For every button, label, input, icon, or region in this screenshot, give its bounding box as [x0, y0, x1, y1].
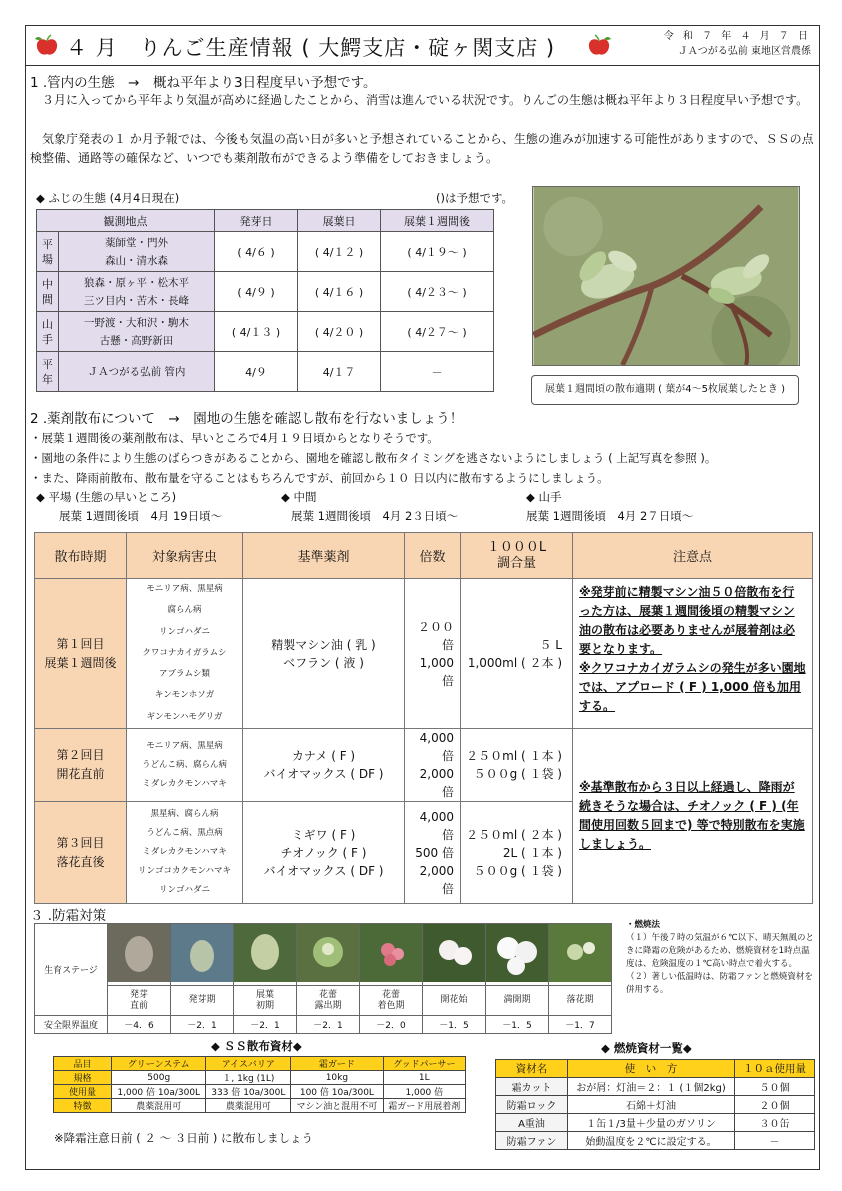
stage-label: 花蕾 着色期 — [360, 986, 423, 1016]
fuji-cell: ( 4/１９～ ) — [381, 232, 494, 272]
zone-middle: ◆ 中間 — [281, 490, 317, 504]
frost-table — [34, 923, 612, 1034]
burn-usage: おが屑：灯油＝２：１ (１個2kg) — [568, 1078, 735, 1096]
burn-title: ◆ 燃焼資材一覧◆ — [601, 1041, 692, 1055]
section2-bullet: ・園地の条件により生態のばらつきがあることから、園地を確認し散布タイミングを逃さないようにしましょう ( 上記写真を参照 )。 — [30, 451, 717, 465]
fuji-row-loc: 薬師堂・門外 森山・清水森 — [59, 232, 215, 272]
stage-photo — [108, 924, 171, 986]
fuji-header-leaf: 展葉日 — [298, 210, 381, 232]
stage-photo — [171, 924, 234, 986]
stage-label: 発芽期 — [171, 986, 234, 1016]
stage-temp: －2．1 — [234, 1016, 297, 1034]
frost-row-label: 安全限界温度 — [35, 1016, 108, 1034]
ss-cell: 1L — [383, 1071, 465, 1085]
fuji-table — [36, 209, 494, 392]
spray-drugs: 精製マシン油 ( 乳 ) ベフラン ( 液 ) — [243, 579, 405, 729]
fuji-header-loc: 観測地点 — [37, 210, 215, 232]
section1-para2: 気象庁発表の１ か月予報では、今後も気温の高い日が多いと予想されていることから、生態の進みが加速する可能性がありますので、ＳＳの点検整備、通路等の確保など、いつでも薬剤散布ができるよう準備をしておきましょう。 — [30, 132, 814, 165]
fuji-row-label: 山手 — [37, 312, 59, 352]
section3-heading: ３ .防霜対策 — [30, 908, 107, 924]
spray-drugs: ミギワ ( F ) チオノック ( F ) バイオマックス ( DF ) — [243, 802, 405, 904]
fuji-row — [37, 272, 494, 312]
fuji-title: ◆ ふじの生態 (4月4日現在) — [36, 191, 180, 205]
burn-header: 資材名 — [496, 1060, 568, 1078]
stage-temp: －2．1 — [297, 1016, 360, 1034]
ss-header: グッドパーサー — [383, 1057, 465, 1071]
org-text: ＪＡつがる弘前 東地区営農係 — [677, 46, 811, 57]
stage-label: 落花期 — [549, 986, 612, 1016]
ss-cell: マシン油と混用不可 — [291, 1099, 383, 1113]
spray-amounts: ２５０ml ( ２本 ) 2L ( １本 ) ５００g ( １袋 ) — [461, 802, 573, 904]
spray-note: ※発芽前に精製マシン油５０倍散布を行った方は、展葉１週間後頃の精製マシン油の散布は必要ありませんが展着剤は必要となります。 ※クワコナカイガラムシの発生が多い園地では、アプロード ( F ) 1,000 倍も加用する。 — [573, 579, 813, 729]
fuji-row-label: 中間 — [37, 272, 59, 312]
ss-cell: 500g — [112, 1071, 206, 1085]
spray-time: 第２回目 開花直前 — [35, 729, 127, 802]
spray-time: 第３回目 落花直後 — [35, 802, 127, 904]
spray-amounts: ５ L 1,000ml ( ２本 ) — [461, 579, 573, 729]
section1-para1: ３月に入ってから平年より気温が高めに経過したことから、消雪は進んでいる状況です。りんごの生態は概ね平年より３日程度早い予想です。 — [30, 93, 809, 107]
fuji-cell: － — [381, 352, 494, 392]
fuji-cell: 4/９ — [215, 352, 298, 392]
apple-icon — [586, 34, 612, 58]
spray-header: 基準薬剤 — [243, 533, 405, 579]
burn-amount: － — [735, 1132, 815, 1150]
fuji-cell: ( 4/２０ ) — [298, 312, 381, 352]
stage-temp: －1．5 — [486, 1016, 549, 1034]
stage-label: 発芽 直前 — [108, 986, 171, 1016]
ss-footer: ※降霜注意日前 ( ２ ～ ３日前 ) に散布しましょう — [54, 1131, 314, 1145]
section1-heading: 1 .管内の生態 → 概ね平年より3日程度早い予想です。 — [30, 75, 377, 91]
ss-header: アイスバリア — [206, 1057, 291, 1071]
spray-header: １０００L 調合量 — [461, 533, 573, 579]
fuji-row-loc: ＪＡつがる弘前 管内 — [59, 352, 215, 392]
ss-cell: 1,000 倍 — [383, 1085, 465, 1099]
ss-cell: 1,000 倍 10a/300L — [112, 1085, 206, 1099]
stage-photo — [297, 924, 360, 986]
page-title: ４ 月 りんご生産情報 ( 大鰐支店・碇ヶ関支店 ) — [66, 36, 556, 60]
ss-cell: 霜ガード用展着剤 — [383, 1099, 465, 1113]
burn-name: 防霜ロック — [496, 1096, 568, 1114]
section2-bullet: ・また、降雨前散布、散布量を守ることはもちろんですが、前回から１０ 日以内に散布するようにしましょう。 — [30, 471, 609, 485]
fuji-cell: ( 4/１３ ) — [215, 312, 298, 352]
burn-amount: ２０個 — [735, 1096, 815, 1114]
apple-leaf-photo — [532, 186, 800, 366]
burn-amount: ５０個 — [735, 1078, 815, 1096]
spray-pests: 黒星病、腐らん病 うどんこ病、黒点病 ミダレカクモンハマキ リンゴコカクモンハマキ リンゴハダニ — [127, 802, 243, 904]
fuji-row — [37, 232, 494, 272]
spray-pests: モニリア病、黒星病 うどんこ病、腐らん病 ミダレカクモンハマキ — [127, 729, 243, 802]
stage-photo — [360, 924, 423, 986]
ss-row-label: 規格 — [54, 1071, 112, 1085]
fuji-row-label: 平年 — [37, 352, 59, 392]
section2-heading: 2 .薬剤散布について → 園地の生態を確認し散布を行ないましょう！ — [30, 411, 464, 427]
stage-photo — [234, 924, 297, 986]
ss-row-label: 使用量 — [54, 1085, 112, 1099]
burn-amount: ３０缶 — [735, 1114, 815, 1132]
burn-name: 霜カット — [496, 1078, 568, 1096]
fuji-row — [37, 312, 494, 352]
fuji-cell: ( 4/１６ ) — [298, 272, 381, 312]
stage-photo — [549, 924, 612, 986]
header — [26, 26, 819, 66]
fuji-cell: ( 4/９ ) — [215, 272, 298, 312]
burn-name: 防霜ファン — [496, 1132, 568, 1150]
spray-header: 倍数 — [405, 533, 461, 579]
page — [25, 25, 820, 1170]
fuji-cell: ( 4/２３～ ) — [381, 272, 494, 312]
fuji-note: ()は予想です。 — [436, 191, 514, 205]
burn-table — [495, 1059, 815, 1150]
header-date — [664, 29, 811, 59]
zone-flat: ◆ 平場 (生態の早いところ) — [36, 490, 177, 504]
spray-header: 散布時期 — [35, 533, 127, 579]
spray-rates: 4,000 倍 500 倍 2,000 倍 — [405, 802, 461, 904]
ss-table — [53, 1056, 466, 1113]
stage-label: 展葉 初期 — [234, 986, 297, 1016]
stage-photo — [486, 924, 549, 986]
fuji-cell: ( 4/１２ ) — [298, 232, 381, 272]
spray-note: ※基準散布から３日以上経過し、降雨が続きそうな場合は、チオノック ( F ) (年間使用回数５回まで) 等で特別散布を実施しましょう。 — [573, 729, 813, 904]
spray-table — [34, 532, 813, 904]
fuji-header-bud: 発芽日 — [215, 210, 298, 232]
ss-cell: １, 1kg (1L) — [206, 1071, 291, 1085]
stage-label: 花蕾 露出期 — [297, 986, 360, 1016]
zone-flat-date: 展葉 1週間後頃 4月 19日頃～ — [59, 509, 223, 523]
ss-cell: 農薬混用可 — [112, 1099, 206, 1113]
zone-mountain: ◆ 山手 — [526, 490, 562, 504]
stage-temp: －2．0 — [360, 1016, 423, 1034]
spray-header: 対象病害虫 — [127, 533, 243, 579]
ss-title: ◆ ＳＳ散布資材◆ — [211, 1039, 302, 1053]
burn-method-note: ・燃焼法 （１）午後７時の気温が６℃以下、晴天無風のときに降霜の危険があるため、燃焼資材を1時点温度は、危険温度の１℃高い時点で着火する。 （２）著しい低温時は、防霜ファンと燃焼資材を併用する。 — [626, 920, 815, 995]
stage-label: 開花始 — [423, 986, 486, 1016]
burn-header: 使 い 方 — [568, 1060, 735, 1078]
spray-header: 注意点 — [573, 533, 813, 579]
spray-pests: モニリア病、黒星病 腐らん病 リンゴハダニ クワコナカイガラムシ アブラムシ類 キンモンホソガ ギンモンハモグリガ — [127, 579, 243, 729]
ss-cell: 農薬混用可 — [206, 1099, 291, 1113]
spray-time: 第１回目 展葉１週間後 — [35, 579, 127, 729]
date-text: 令 和 ７ 年 ４ 月 ７ 日 — [663, 31, 811, 42]
fuji-row-label: 平場 — [37, 232, 59, 272]
spray-rates: 4,000 倍 2,000 倍 — [405, 729, 461, 802]
fuji-header-week: 展葉１週間後 — [381, 210, 494, 232]
stage-temp: －1．7 — [549, 1016, 612, 1034]
ss-header: 霜ガード — [291, 1057, 383, 1071]
fuji-cell: ( 4/６ ) — [215, 232, 298, 272]
stage-temp: －1．5 — [423, 1016, 486, 1034]
frost-row-label: 生育ステージ — [35, 924, 108, 1016]
ss-header: グリーンステム — [112, 1057, 206, 1071]
spray-row — [35, 579, 813, 729]
section2-bullet: ・展葉１週間後の薬剤散布は、早いところで4月１９日頃からとなりそうです。 — [30, 431, 439, 445]
fuji-row-loc: 一野渡・大和沢・駒木 古懸・高野新田 — [59, 312, 215, 352]
stage-photo — [423, 924, 486, 986]
ss-cell: 100 倍 10a/300L — [291, 1085, 383, 1099]
fuji-cell: ( 4/２７～ ) — [381, 312, 494, 352]
zone-middle-date: 展葉 1週間後頃 4月 2３日頃～ — [291, 509, 459, 523]
burn-header: １０ａ使用量 — [735, 1060, 815, 1078]
zone-mountain-date: 展葉 1週間後頃 4月 2７日頃～ — [526, 509, 694, 523]
stage-temp: －2．1 — [171, 1016, 234, 1034]
stage-label: 満開期 — [486, 986, 549, 1016]
fuji-row — [37, 352, 494, 392]
spray-rates: ２００ 倍 1,000 倍 — [405, 579, 461, 729]
ss-header: 品目 — [54, 1057, 112, 1071]
burn-usage: 始動温度を２℃に設定する。 — [568, 1132, 735, 1150]
burn-name: A重油 — [496, 1114, 568, 1132]
burn-usage: １缶１/3量＋少量のガソリン — [568, 1114, 735, 1132]
fuji-cell: 4/１７ — [298, 352, 381, 392]
ss-row-label: 特徴 — [54, 1099, 112, 1113]
stage-temp: －4．6 — [108, 1016, 171, 1034]
spray-amounts: ２５０ml ( １本 ) ５００g ( １袋 ) — [461, 729, 573, 802]
spray-row — [35, 729, 813, 802]
ss-cell: 333 倍 10a/300L — [206, 1085, 291, 1099]
burn-usage: 石綿＋灯油 — [568, 1096, 735, 1114]
fuji-row-loc: 狼森・原ヶ平・松木平 三ツ目内・苦木・長峰 — [59, 272, 215, 312]
photo-caption: 展葉１週間頃の散布適期 ( 葉が4～5枚展葉したとき ) — [531, 375, 799, 405]
spray-drugs: カナメ ( F ) バイオマックス ( DF ) — [243, 729, 405, 802]
ss-cell: 10kg — [291, 1071, 383, 1085]
apple-icon — [34, 34, 60, 58]
